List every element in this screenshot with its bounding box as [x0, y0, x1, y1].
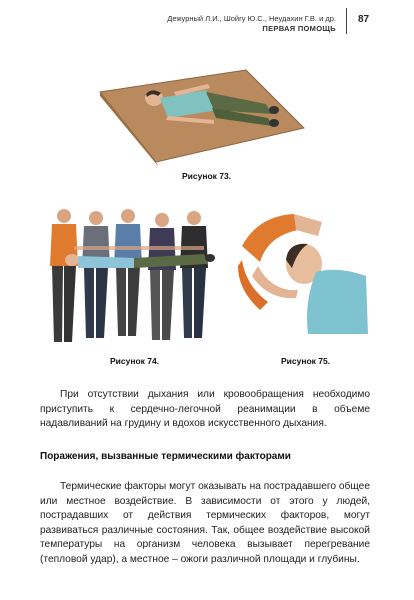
- figure-74-illustration: [34, 202, 218, 346]
- section-heading: Поражения, вызванные термическими факторами: [40, 451, 291, 462]
- page-number: 87: [358, 14, 370, 25]
- paragraph-thermal-factors: Термические факторы могут оказывать на пострадавшего общее или местное воздействие. В зависимости от этого у людей, пострадавших от действия термических факторов, могут развиваться различные состояния. Так, общее воздействие высокой температуры на организм человека вызывает перегревание (тепловой удар), а местное – ожоги различной площади и глубины.: [40, 481, 370, 565]
- figure-75-caption: Рисунок 75.: [281, 356, 331, 366]
- header-book-title: ПЕРВАЯ ПОМОЩЬ: [262, 24, 336, 33]
- header-authors: Дежурный Л.И., Шойгу Ю.С., Неудахин Г.В. и др.: [167, 14, 336, 23]
- figure-73-illustration: [96, 62, 306, 166]
- running-header: [167, 14, 336, 34]
- figure-74-caption: Рисунок 74.: [110, 356, 160, 366]
- paragraph-resuscitation: При отсутствии дыхания или кровообращения необходимо приступить к сердечно-легочной реанимации в объеме надавливаний на грудину и вдохов искусственного дыхания.: [40, 389, 370, 429]
- figure-73-caption: Рисунок 73.: [182, 171, 232, 181]
- header-divider: [346, 8, 347, 34]
- figure-75-illustration: [238, 206, 370, 334]
